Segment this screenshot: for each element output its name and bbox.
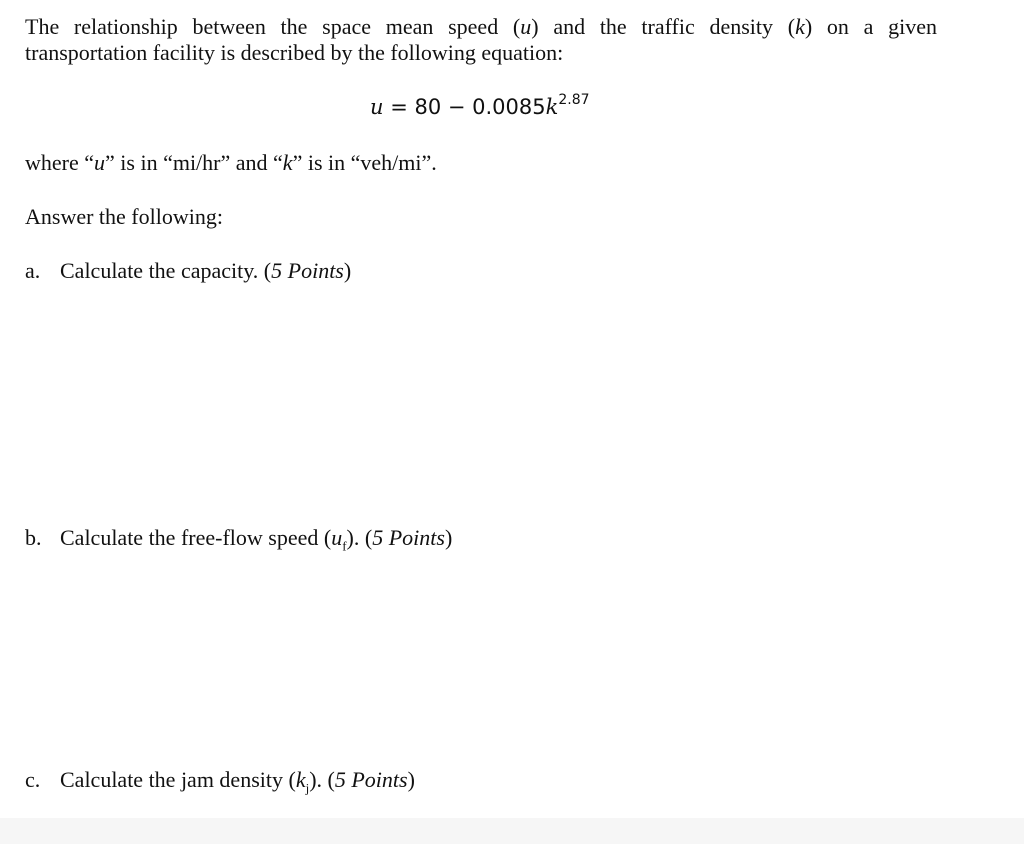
question-text: ). (	[309, 767, 335, 792]
question-letter: a.	[25, 258, 41, 283]
var-k: k	[282, 150, 293, 175]
question-text: )	[444, 525, 453, 550]
units-text: ” is in “veh/mi”.	[292, 150, 437, 175]
question-text: Calculate the jam density (	[60, 767, 296, 792]
question-points: 5 Points	[271, 258, 344, 283]
intro-paragraph	[25, 14, 937, 66]
var-k: k	[795, 14, 805, 39]
equation-middle: = 80 − 0.0085	[383, 95, 546, 119]
var-u: u	[520, 14, 532, 39]
question-text: Calculate the capacity. (	[60, 258, 272, 283]
question-points: 5 Points	[334, 767, 408, 792]
question-text: )	[343, 258, 352, 283]
units-text: where “	[25, 150, 95, 175]
var-u: u	[331, 525, 343, 550]
intro-line-1	[25, 14, 937, 40]
question-text: Calculate the free-flow speed (	[60, 525, 332, 550]
intro-text: ) on a given	[804, 14, 938, 39]
speed-density-equation	[370, 94, 590, 120]
question-letter: c.	[25, 767, 41, 792]
equation-exponent: 2.87	[558, 92, 590, 108]
var-k: k	[295, 767, 306, 792]
subscript-f: f	[342, 538, 347, 554]
question-b	[25, 525, 453, 554]
units-text: ” is in “mi/hr” and “	[105, 150, 283, 175]
intro-text: The relationship between the space mean speed (	[25, 14, 521, 39]
var-u: u	[94, 150, 106, 175]
intro-line-2: transportation facility is described by the following equation:	[25, 40, 564, 65]
question-points: 5 Points	[372, 525, 445, 550]
subscript-j: j	[305, 780, 310, 796]
question-letter: b.	[25, 525, 42, 550]
equation-var: k	[545, 95, 559, 119]
question-a	[25, 258, 351, 284]
equation-lhs: u	[370, 95, 384, 119]
bottom-strip	[0, 818, 1024, 844]
units-statement	[25, 150, 937, 176]
question-text: ). (	[346, 525, 373, 550]
question-text: )	[407, 767, 415, 792]
question-c	[25, 767, 415, 796]
answer-prompt: Answer the following:	[25, 204, 223, 229]
intro-text: ) and the traffic density (	[531, 14, 796, 39]
